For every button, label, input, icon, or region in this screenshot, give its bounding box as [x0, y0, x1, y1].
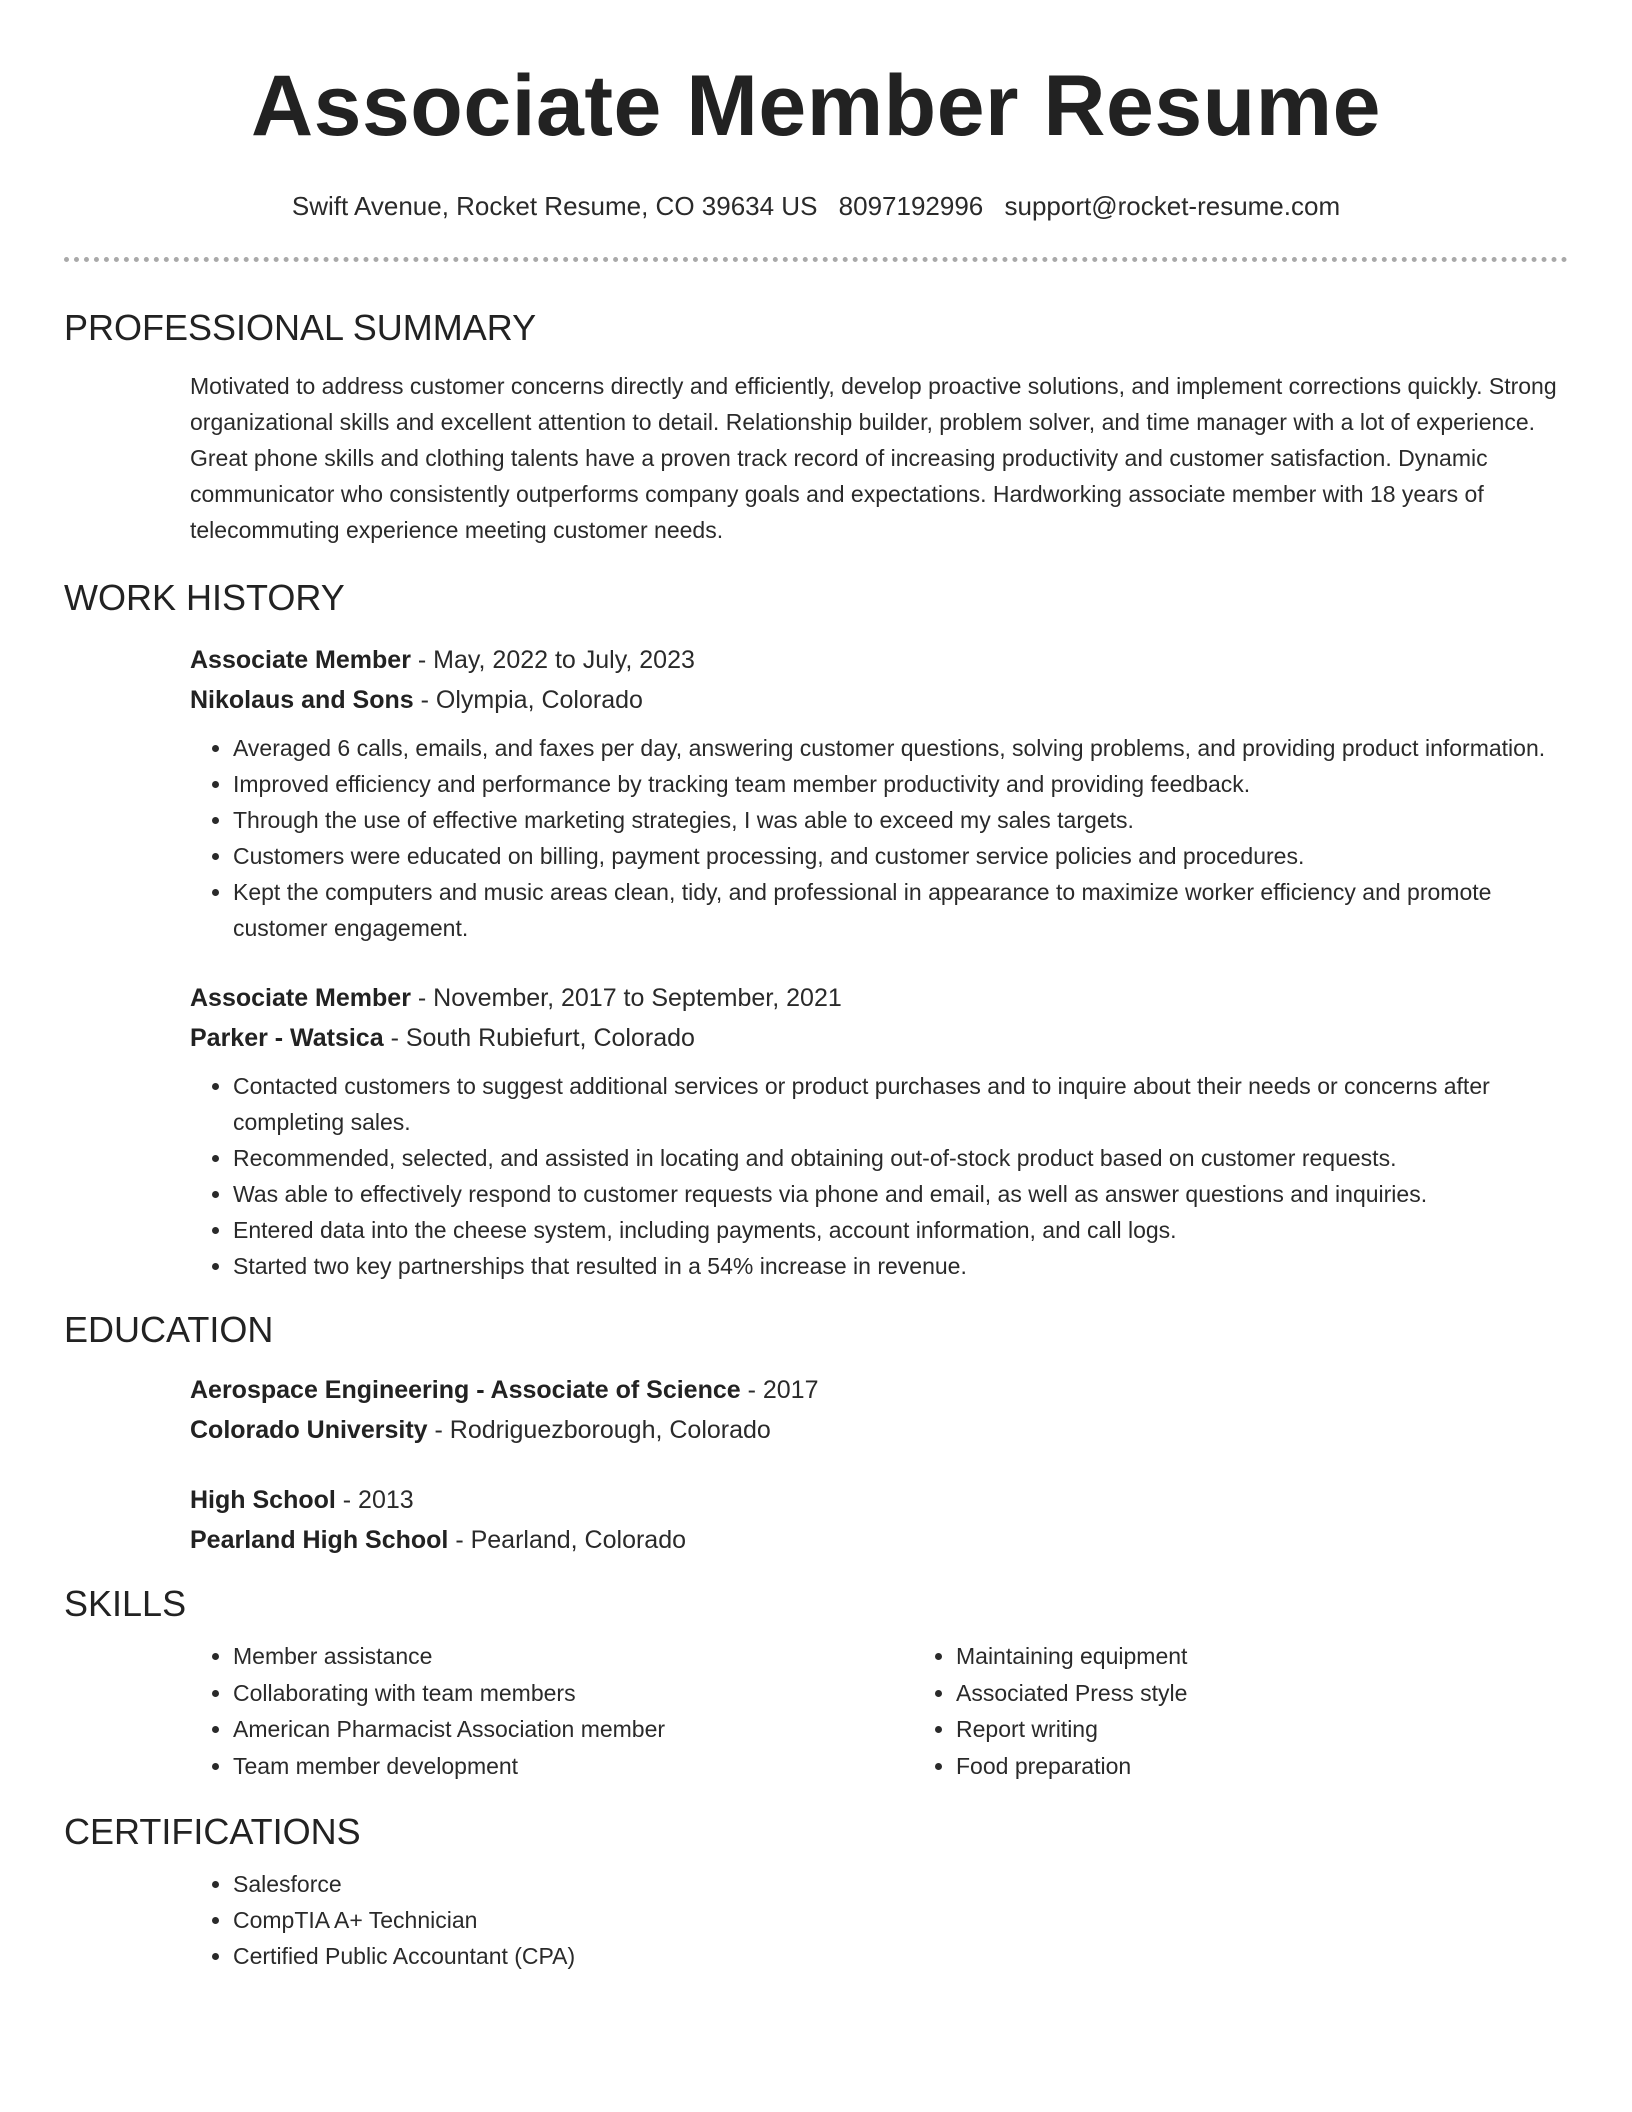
degree-year: - 2017: [740, 1376, 819, 1404]
school-line: [190, 1520, 1568, 1560]
list-item: • Certified Public Accountant (CPA): [233, 1938, 1568, 1974]
job-bullets: [190, 730, 1568, 946]
job-company: Nikolaus and Sons: [190, 686, 414, 714]
job-bullets: [190, 1068, 1568, 1284]
list-item: • Averaged 6 calls, emails, and faxes per day, answering customer questions, solving problems, and providing product information.: [233, 730, 1568, 766]
degree-name: High School: [190, 1486, 336, 1514]
list-item: • Report writing: [956, 1711, 1632, 1748]
list-item: • Kept the computers and music areas clean, tidy, and professional in appearance to maximize worker efficiency and promote customer engagement.: [233, 874, 1568, 946]
list-item: • Salesforce: [233, 1866, 1568, 1902]
list-item: • Contacted customers to suggest additional services or product purchases and to inquire about their needs or concerns after completing sales.: [233, 1068, 1568, 1140]
section-title-certifications: CERTIFICATIONS: [64, 1811, 361, 1852]
list-item: • Started two key partnerships that resulted in a 54% increase in revenue.: [233, 1248, 1568, 1284]
job-entry: [190, 978, 1568, 1058]
list-item: • Improved efficiency and performance by tracking team member productivity and providing feedback.: [233, 766, 1568, 802]
skills-list-right: [913, 1638, 1632, 1784]
school-location: - Rodriguezborough, Colorado: [427, 1416, 771, 1444]
list-item: • Team member development: [233, 1748, 913, 1785]
job-dates: - November, 2017 to September, 2021: [410, 984, 842, 1012]
job-role: Associate Member: [190, 646, 411, 674]
job-company-line: [190, 680, 1568, 720]
header-divider: [64, 257, 1568, 262]
section-title-work-history: WORK HISTORY: [64, 577, 345, 618]
job-role: Associate Member: [190, 984, 411, 1012]
list-item: • CompTIA A+ Technician: [233, 1902, 1568, 1938]
resume-title: Associate Member Resume: [251, 58, 1381, 154]
list-item: • Through the use of effective marketing strategies, I was able to exceed my sales targets.: [233, 802, 1568, 838]
job-company: Parker - Watsica: [190, 1024, 384, 1052]
job-title-line: [190, 978, 1568, 1018]
list-item: • Member assistance: [233, 1638, 913, 1675]
degree-line: [190, 1480, 1568, 1520]
section-title-summary: PROFESSIONAL SUMMARY: [64, 307, 537, 348]
list-item: • Was able to effectively respond to customer requests via phone and email, as well as answer questions and inquiries.: [233, 1176, 1568, 1212]
email-address: support@rocket-resume.com: [1004, 191, 1341, 221]
section-title-skills: SKILLS: [64, 1583, 187, 1624]
degree-name: Aerospace Engineering - Associate of Science: [190, 1376, 741, 1404]
phone-number: 8097192996: [838, 191, 984, 221]
list-item: • Food preparation: [956, 1748, 1632, 1785]
list-item: • Entered data into the cheese system, including payments, account information, and call logs.: [233, 1212, 1568, 1248]
degree-year: - 2013: [335, 1486, 414, 1514]
list-item: • Collaborating with team members: [233, 1675, 913, 1712]
education-entry: [190, 1370, 1568, 1450]
skills-list-left: [190, 1638, 913, 1784]
summary-text: Motivated to address customer concerns directly and efficiently, develop proactive solutions, and implement corrections quickly. Strong organizational skills and excellent attention to detail. Relationship builder, problem solver, and time manager with a lot of experience. Great phone skills and clothing talents have a proven track record of increasing productivity and customer satisfaction. Dynamic communicator who consistently outperforms company goals and expectations. Hardworking associate member with 18 years of telecommuting experience meeting customer needs.: [190, 373, 1557, 543]
job-location: - South Rubiefurt, Colorado: [383, 1024, 695, 1052]
school-location: - Pearland, Colorado: [448, 1526, 687, 1554]
section-title-education: EDUCATION: [64, 1309, 274, 1350]
job-dates: - May, 2022 to July, 2023: [410, 646, 695, 674]
list-item: • Associated Press style: [956, 1675, 1632, 1712]
job-company-line: [190, 1018, 1568, 1058]
degree-line: [190, 1370, 1568, 1410]
list-item: • American Pharmacist Association member: [233, 1711, 913, 1748]
list-item: • Maintaining equipment: [956, 1638, 1632, 1675]
certifications-list: [190, 1866, 1568, 1974]
job-entry: [190, 640, 1568, 720]
list-item: • Recommended, selected, and assisted in locating and obtaining out-of-stock product based on customer requests.: [233, 1140, 1568, 1176]
address: Swift Avenue, Rocket Resume, CO 39634 US: [291, 191, 818, 221]
job-title-line: [190, 640, 1568, 680]
skills-columns: [190, 1638, 1568, 1784]
list-item: • Customers were educated on billing, payment processing, and customer service policies and procedures.: [233, 838, 1568, 874]
school-line: [190, 1410, 1568, 1450]
contact-line: [0, 191, 1632, 221]
education-entry: [190, 1480, 1568, 1560]
school-name: Colorado University: [190, 1416, 428, 1444]
school-name: Pearland High School: [190, 1526, 449, 1554]
job-location: - Olympia, Colorado: [413, 686, 643, 714]
